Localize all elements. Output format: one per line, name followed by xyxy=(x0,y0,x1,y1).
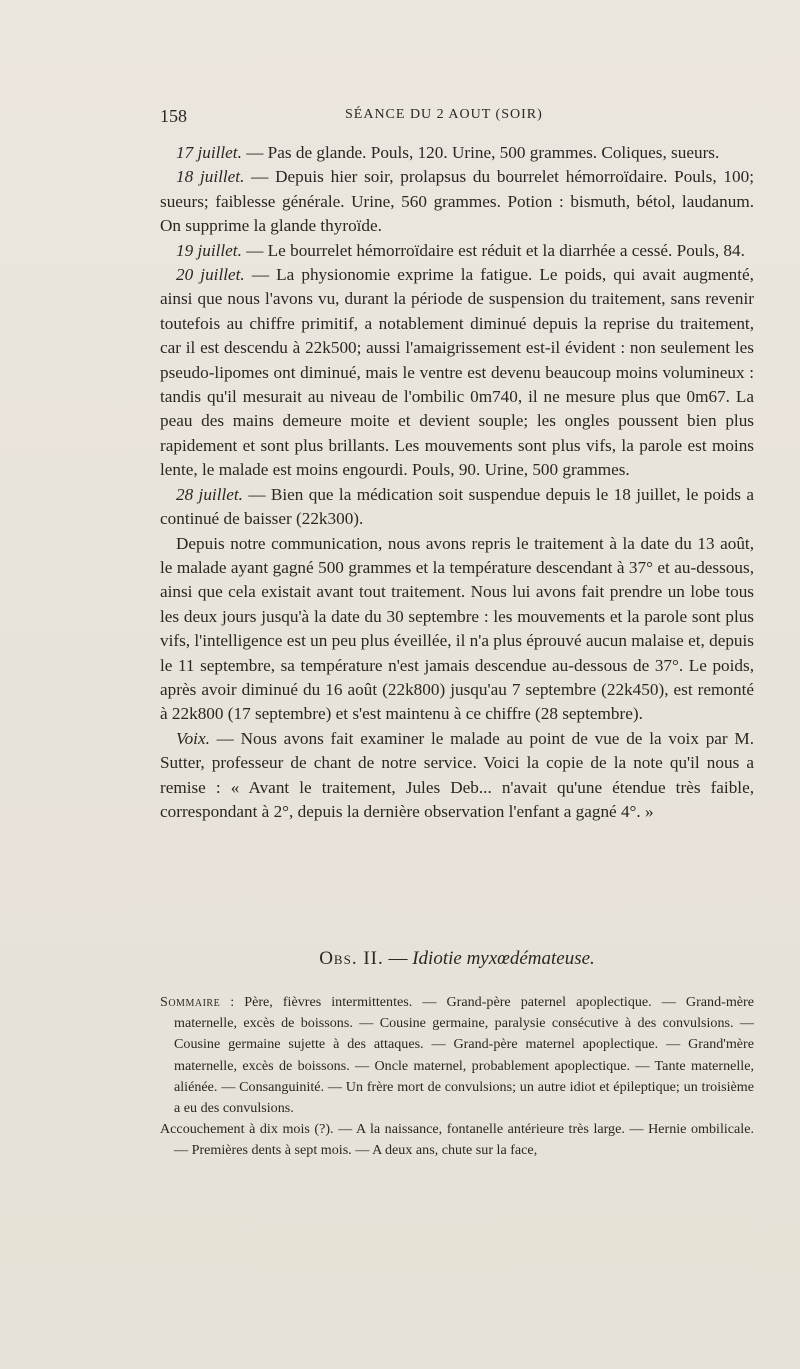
entry-date: Voix. xyxy=(176,728,210,748)
entry-text: — La physionomie exprime la fatigue. Le poids, qui avait augmenté, ainsi que nous l'avons vu, durant la période de suspension du traitement, sans revenir toutefois au chiffre primitif, a notablement diminué depuis la reprise du traitement, car il est descendu à 22k500; aussi l'amaigrissement est-il évident : non seulement les pseudo-lipomes ont diminué, mais le ventre est devenu beaucoup moins volumineux : tandis qu'il mesurait au niveau de l'ombilic 0m740, il ne mesure plus que 0m67. La peau des mains demeure moite et devient souple; les ongles poussent bien plus rapidement et sont plus brillants. Les mouvements sont plus vifs, la parole est moins lente, le malade est moins engourdi. Pouls, 90. Urine, 500 grammes. xyxy=(160,265,754,480)
observation-subject: Idiotie myxœdémateuse. xyxy=(412,948,595,969)
entry-18-juillet xyxy=(160,165,754,238)
body-text xyxy=(160,141,754,824)
entry-date: 20 juillet. xyxy=(176,265,245,285)
entry-text: — Le bourrelet hémorroïdaire est réduit et la diarrhée a cessé. Pouls, 84. xyxy=(241,240,745,260)
entry-date: 18 juillet. xyxy=(176,167,245,187)
entry-communication xyxy=(160,532,754,727)
summary-text: : Père, fièvres intermittentes. — Grand-père paternel apoplectique. — Grand-mère maternelle, excès de boissons. — Cousine germaine, paralysie consécutive à des convulsions. — Cousine germaine sujette à des attaques. — Grand-père maternel apoplectique. — Grand'mère maternelle, excès de boissons. — Oncle maternel, probablement apoplectique. — Tante maternelle, aliénée. — Consanguinité. — Un frère mort de convulsions; un autre idiot et épileptique; un troisième a eu des convulsions. xyxy=(174,994,754,1117)
entry-28-juillet xyxy=(160,483,754,532)
summary-paragraph xyxy=(160,992,754,1119)
running-head: SÉANCE DU 2 AOUT (SOIR) xyxy=(345,107,543,122)
entry-text: — Pas de glande. Pouls, 120. Urine, 500 grammes. Coliques, sueurs. xyxy=(241,143,720,162)
observation-dash: — xyxy=(383,948,413,969)
entry-text: — Bien que la médication soit suspendue depuis le 18 juillet, le poids a continué de baisser (22k300). xyxy=(160,484,754,529)
page-header xyxy=(160,106,760,132)
observation-heading xyxy=(160,948,754,970)
summary-label: Sommaire xyxy=(160,994,221,1010)
entry-text: — Depuis hier soir, prolapsus du bourrelet hémorroïdaire. Pouls, 100; sueurs; faiblesse générale. Urine, 560 grammes. Potion : bismuth, bétol, laudanum. On supprime la glande thyroïde. xyxy=(160,167,754,236)
entry-19-juillet xyxy=(160,239,754,263)
entry-date: 28 juillet. xyxy=(176,484,243,504)
page-number: 158 xyxy=(160,106,187,126)
entry-text: Depuis notre communication, nous avons repris le traitement à la date du 13 août, le malade ayant gagné 500 grammes et la température descendant à 37° et au-dessous, ainsi que cela existait avant tout traitement. Nous lui avons fait prendre un lobe tous les deux jours jusqu'à la date du 30 septembre : les mouvements et la parole sont plus vifs, l'intelligence est un peu plus éveillée, il n'a plus éprouvé aucun malaise et, depuis le 11 septembre, sa température n'est jamais descendue au-dessous de 37°. Le poids, après avoir diminué du 16 août (22k800) jusqu'au 7 septembre (22k450), est remonté à 22k800 (17 septembre) et s'est maintenu à ce chiffre (28 septembre). xyxy=(160,533,754,724)
entry-17-juillet xyxy=(160,141,754,165)
entry-20-juillet xyxy=(160,263,754,483)
observation-label: Obs. II. xyxy=(319,948,384,969)
entry-voix xyxy=(160,727,754,825)
summary-paragraph-2: Accouchement à dix mois (?). — A la naissance, fontanelle antérieure très large. — Hernie ombilicale. — Premières dents à sept mois. — A deux ans, chute sur la face, xyxy=(160,1121,754,1159)
summary-block xyxy=(160,992,754,1162)
entry-text: — Nous avons fait examiner le malade au point de vue de la voix par M. Sutter, professeur de chant de notre service. Voici la copie de la note qu'il nous a remise : « Avant le traitement, Jules Deb... n'avait qu'une étendue très faible, correspondant à 2°, depuis la dernière observation l'enfant a gagné 4°. » xyxy=(160,728,754,821)
entry-date: 19 juillet. xyxy=(176,240,242,260)
entry-date: 17 juillet. xyxy=(176,143,242,162)
